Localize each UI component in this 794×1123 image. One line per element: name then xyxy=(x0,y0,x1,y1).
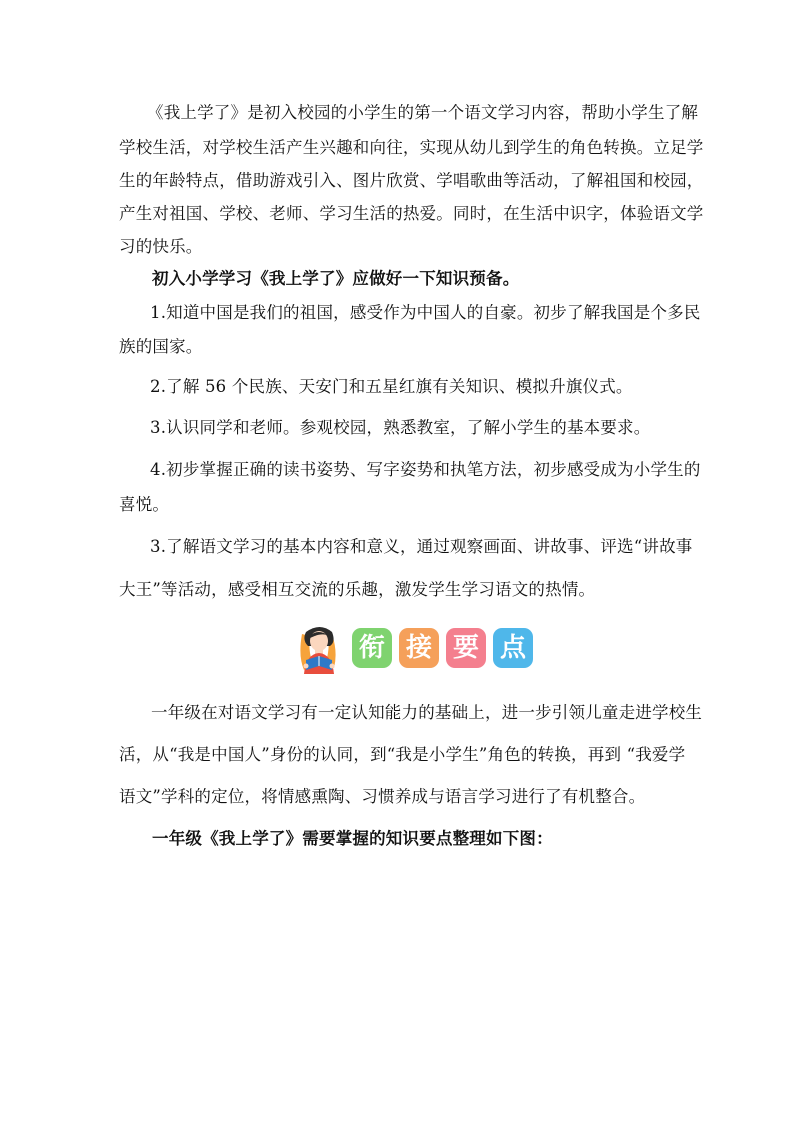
section-banner xyxy=(296,622,546,674)
list-item-line: 3.了解语文学习的基本内容和意义，通过观察画面、讲故事、评选“讲故事 xyxy=(150,537,693,556)
list-item-line: 族的国家。 xyxy=(119,337,203,356)
intro-line: 习的快乐。 xyxy=(119,237,203,256)
list-item-line: 3.认识同学和老师。参观校园，熟悉教室，了解小学生的基本要求。 xyxy=(150,418,651,437)
prep-heading: 初入小学学习《我上学了》应做好一下知识预备。 xyxy=(152,269,520,288)
summary-line: 一年级在对语文学习有一定认知能力的基础上，进一步引领儿童走进学校生 xyxy=(151,703,703,722)
intro-line: 学校生活，对学校生活产生兴趣和向往，实现从幼儿到学生的角色转换。立足学 xyxy=(119,138,704,157)
summary-line: 活，从“我是中国人”身份的认同，到“我是小学生”角色的转换，再到 “我爱学 xyxy=(119,745,686,764)
list-item-line: 2.了解 56 个民族、天安门和五星红旗有关知识、模拟升旗仪式。 xyxy=(150,377,633,396)
list-item-line: 大王”等活动，感受相互交流的乐趣，激发学生学习语文的热情。 xyxy=(119,580,596,599)
list-item-line: 4.初步掌握正确的读书姿势、写字姿势和执笔方法，初步感受成为小学生的 xyxy=(150,460,701,479)
banner-char: 接 xyxy=(399,628,439,668)
summary-line: 语文”学科的定位，将情感熏陶、习惯养成与语言学习进行了有机整合。 xyxy=(119,787,646,806)
intro-line: 生的年龄特点，借助游戏引入、图片欣赏、学唱歌曲等活动，了解祖国和校园， xyxy=(119,171,704,190)
banner-char: 衔 xyxy=(352,628,392,668)
teacher-reading-icon xyxy=(296,622,346,674)
closing-heading: 一年级《我上学了》需要掌握的知识要点整理如下图： xyxy=(152,829,553,848)
list-item-line: 喜悦。 xyxy=(119,495,170,514)
intro-line: 产生对祖国、学校、老师、学习生活的热爱。同时，在生活中识字，体验语文学 xyxy=(119,204,704,223)
banner-char: 点 xyxy=(493,628,533,668)
list-item-line: 1.知道中国是我们的祖国，感受作为中国人的自豪。初步了解我国是个多民 xyxy=(150,303,701,322)
banner-char: 要 xyxy=(446,628,486,668)
intro-line: 《我上学了》是初入校园的小学生的第一个语文学习内容，帮助小学生了解 xyxy=(147,103,699,122)
